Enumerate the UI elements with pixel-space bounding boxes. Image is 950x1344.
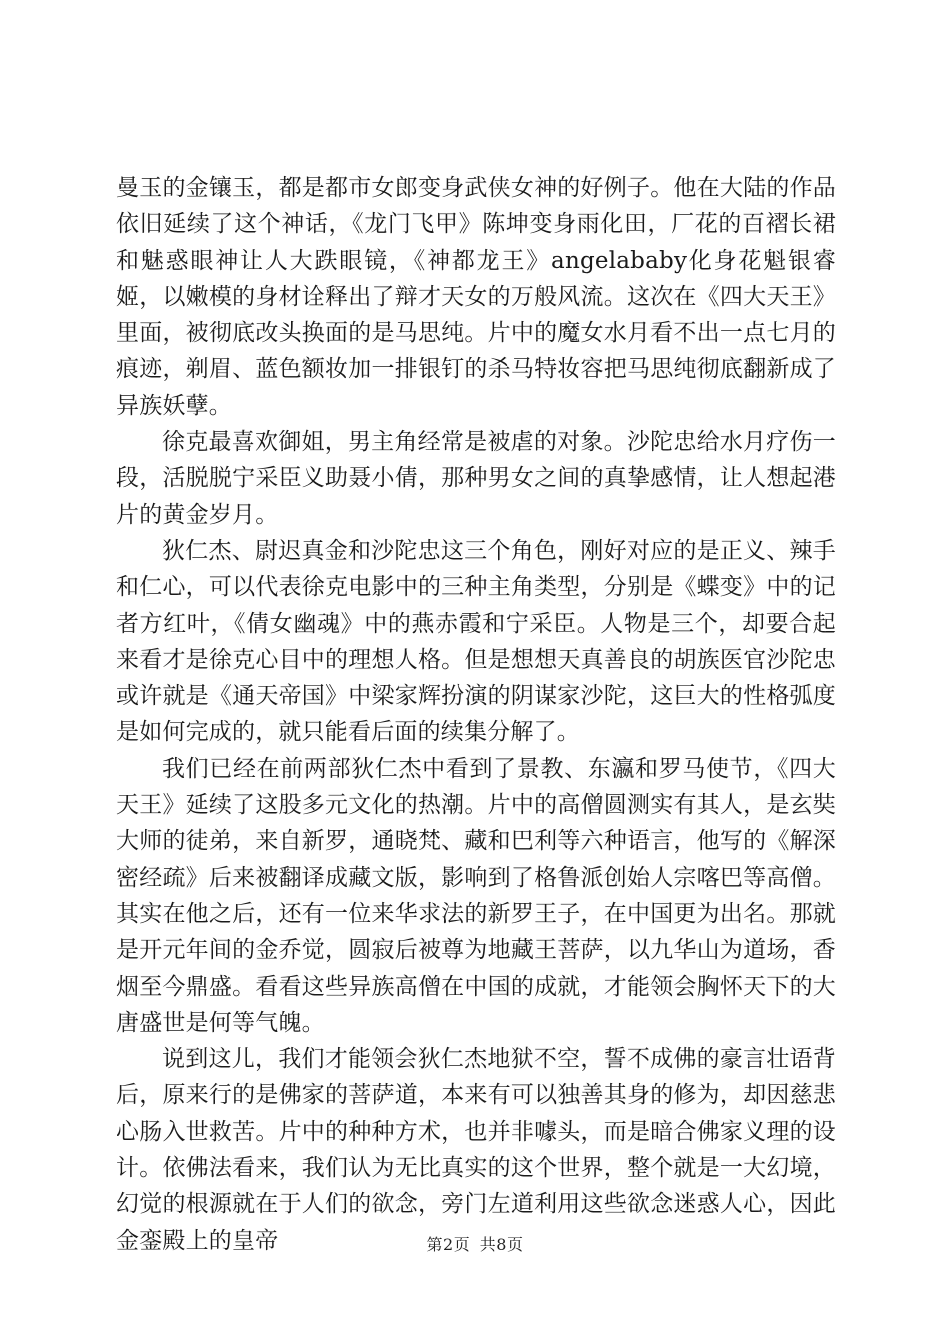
page-total: 共8页 bbox=[479, 1235, 524, 1254]
paragraph-4: 我们已经在前两部狄仁杰中看到了景教、东瀛和罗马使节，《四大天王》延续了这股多元文化的热潮。片中的高僧圆测实有其人，是玄奘大师的徒弟，来自新罗，通晓梵、藏和巴利等六种语言，他写的《解深密经疏》后来被翻译成藏文版，影响到了格鲁派创始人宗喀巴等高僧。其实在他之后，还有一位来华求法的新罗王子，在中国更为出名。那就是开元年间的金乔觉，圆寂后被尊为地藏王菩萨，以九华山为道场，香烟至今鼎盛。看看这些异族高僧在中国的成就，才能领会胸怀天下的大唐盛世是何等气魄。 bbox=[116, 755, 836, 1036]
paragraph-2: 徐克最喜欢御姐，男主角经常是被虐的对象。沙陀忠给水月疗伤一段，活脱脱宁采臣义助聂小倩，那种男女之间的真挚感情，让人想起港片的黄金岁月。 bbox=[116, 429, 836, 528]
page-footer bbox=[0, 1232, 950, 1255]
paragraph-5: 说到这儿，我们才能领会狄仁杰地狱不空，誓不成佛的豪言壮语背后，原来行的是佛家的菩萨道，本来有可以独善其身的修为，却因慈悲心肠入世救苦。片中的种种方术，也并非噱头，而是暗合佛家义理的设计。依佛法看来，我们认为无比真实的这个世界，整个就是一大幻境，幻觉的根源就在于人们的欲念，旁门左道利用这些欲念迷惑人心，因此金銮殿上的皇帝 bbox=[116, 1046, 836, 1254]
paragraph-1: 曼玉的金镶玉，都是都市女郎变身武侠女神的好例子。他在大陆的作品依旧延续了这个神话，《龙门飞甲》陈坤变身雨化田，厂花的百褶长裙和魅惑眼神让人大跌眼镜，《神都龙王》angelababy化身花魁银睿姬，以嫩模的身材诠释出了辩才天女的万般风流。这次在《四大天王》里面，被彻底改头换面的是马思纯。片中的魔女水月看不出一点七月的痕迹，剃眉、蓝色额妆加一排银钉的杀马特妆容把马思纯彻底翻新成了异族妖孽。 bbox=[116, 175, 836, 419]
paragraph-3: 狄仁杰、尉迟真金和沙陀忠这三个角色，刚好对应的是正义、辣手和仁心，可以代表徐克电影中的三种主角类型，分别是《蝶变》中的记者方红叶，《倩女幽魂》中的燕赤霞和宁采臣。人物是三个，却要合起来看才是徐克心目中的理想人格。但是想想天真善良的胡族医官沙陀忠或许就是《通天帝国》中梁家辉扮演的阴谋家沙陀，这巨大的性格弧度是如何完成的，就只能看后面的续集分解了。 bbox=[116, 537, 836, 746]
article-body bbox=[116, 170, 836, 1259]
page-number: 第2页 bbox=[426, 1235, 471, 1254]
